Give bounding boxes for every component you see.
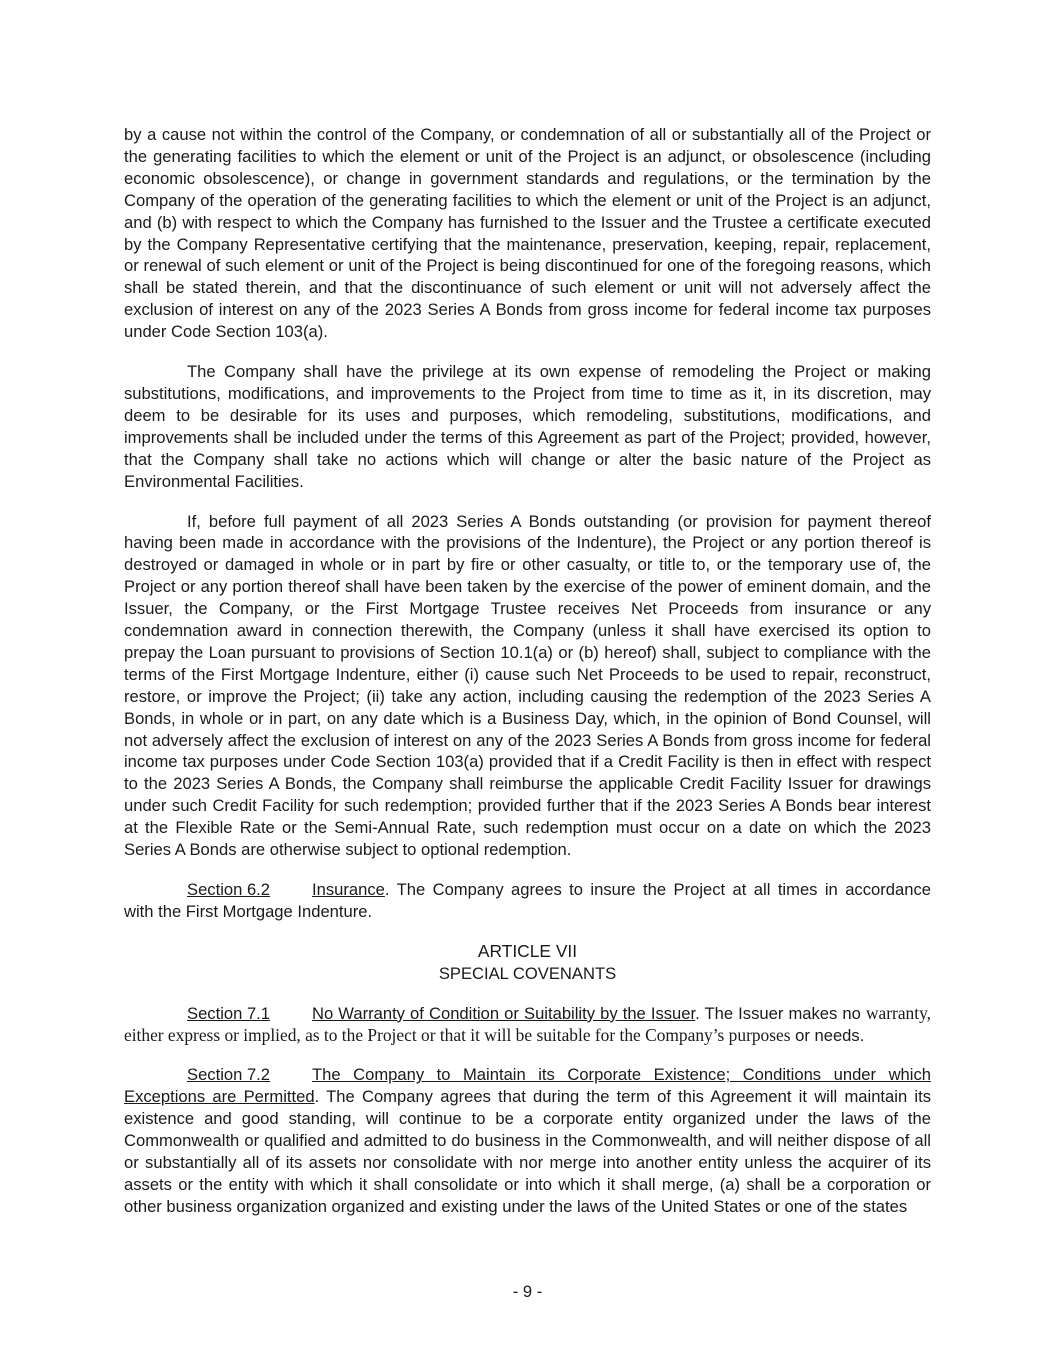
section-number: Section 6.2 xyxy=(187,880,271,899)
section-heading: Insurance xyxy=(312,880,385,899)
paragraph-continuation: by a cause not within the control of the Company, or condemnation of all or substantially all of the Project or the generating facilities to which the element or unit of the Project is an adjunct, or obsolescence (including economic obsolescence), or change in government standards and regulations, or the termination by the Company of the operation of the generating facilities to which the element or unit of the Project is an adjunct, and (b) with respect to which the Company has furnished to the Issuer and the Trustee a certificate executed by the Company Representative certifying that the maintenance, preservation, keeping, repair, replacement, or renewal of such element or unit of the Project is being discontinued for one of the foregoing reasons, which shall be stated therein, and that the discontinuance of such element or unit will not adversely affect the exclusion of interest on any of the 2023 Series A Bonds from gross income for federal income tax purposes under Code Section 103(a). xyxy=(124,125,931,342)
page-number: - 9 - xyxy=(512,1282,543,1301)
paragraph-casualty: If, before full payment of all 2023 Series A Bonds outstanding (or provision for payment thereof having been made in accordance with the provisions of the Indenture), the Project or any portion thereof is destroyed or damaged in whole or in part by fire or other casualty, or title to, or the temporary use of, the Project or any portion thereof shall have been taken by the exercise of the power of eminent domain, and the Issuer, the Company, or the First Mortgage Trustee receives Net Proceeds from insurance or any condemnation award in connection therewith, the Company (unless it shall have exercised its option to prepay the Loan pursuant to provisions of Section 10.1(a) or (b) hereof) shall, subject to compliance with the terms of the First Mortgage Indenture, either (i) cause such Net Proceeds to be used to repair, reconstruct, restore, or improve the Project; (ii) take any action, including causing the redemption of the 2023 Series A Bonds, in whole or in part, on any date which is a Business Day, which, in the opinion of Bond Counsel, will not adversely affect the exclusion of interest on any of the 2023 Series A Bonds from gross income for federal income tax purposes under Code Section 103(a) provided that if a Credit Facility is then in effect with respect to the 2023 Series A Bonds, the Company shall reimburse the applicable Credit Facility Issuer for drawings under such Credit Facility for such redemption; provided further that if the 2023 Series A Bonds bear interest at the Flexible Rate or the Semi-Annual Rate, such redemption must occur on a date on which the 2023 Series A Bonds are otherwise subject to optional redemption. xyxy=(124,511,931,860)
section-body: . The Issuer makes no xyxy=(695,1003,861,1023)
article-title: SPECIAL COVENANTS xyxy=(438,963,617,983)
section-body-serif: warranty, either express or implied, as to the Project or that it will be suitable for the Company’s purposes xyxy=(124,1002,931,1045)
section-number: Section 7.2 xyxy=(187,1065,271,1085)
section-heading: The Company to Maintain its Corporate Existence; Conditions under which Exceptions are Permitted xyxy=(124,1065,931,1107)
paragraph-remodeling: The Company shall have the privilege at its own expense of remodeling the Project or making substitutions, modifications, and improvements to the Project from time to time as it, in its discretion, may deem to be desirable for its uses and purposes, which remodeling, substitutions, modifications, and improvements shall be included under the terms of this Agreement as part of the Project; provided, however, that the Company shall take no actions which will change or alter the basic nature of the Project as Environmental Facilities. xyxy=(124,362,931,491)
section-7-2 xyxy=(124,1064,931,1217)
article-label: ARTICLE VII xyxy=(477,940,578,961)
section-number: Section 7.1 xyxy=(187,1003,271,1023)
section-6-2 xyxy=(124,879,931,923)
article-heading xyxy=(124,941,931,985)
section-7-1 xyxy=(124,1003,931,1047)
section-body: . The Company agrees to insure the Project at all times in accordance with the First Mortgage Indenture. xyxy=(124,880,931,921)
section-heading: No Warranty of Condition or Suitability by the Issuer xyxy=(312,1003,696,1023)
section-body: . The Company agrees that during the term of this Agreement it will maintain its existence and good standing, will continue to be a corporate entity organized under the laws of the Commonwealth or qualified and admitted to do business in the Commonwealth, and will neither dispose of all or substantially all of its assets nor consolidate with nor merge into another entity unless the acquirer of its assets or the entity with which it shall consolidate or into which it shall merge, (a) shall be a corporation or other business organization organized and existing under the laws of the United States or one of the states xyxy=(124,1087,931,1216)
document-page xyxy=(124,124,931,1218)
section-body-tail: or needs. xyxy=(795,1025,865,1045)
